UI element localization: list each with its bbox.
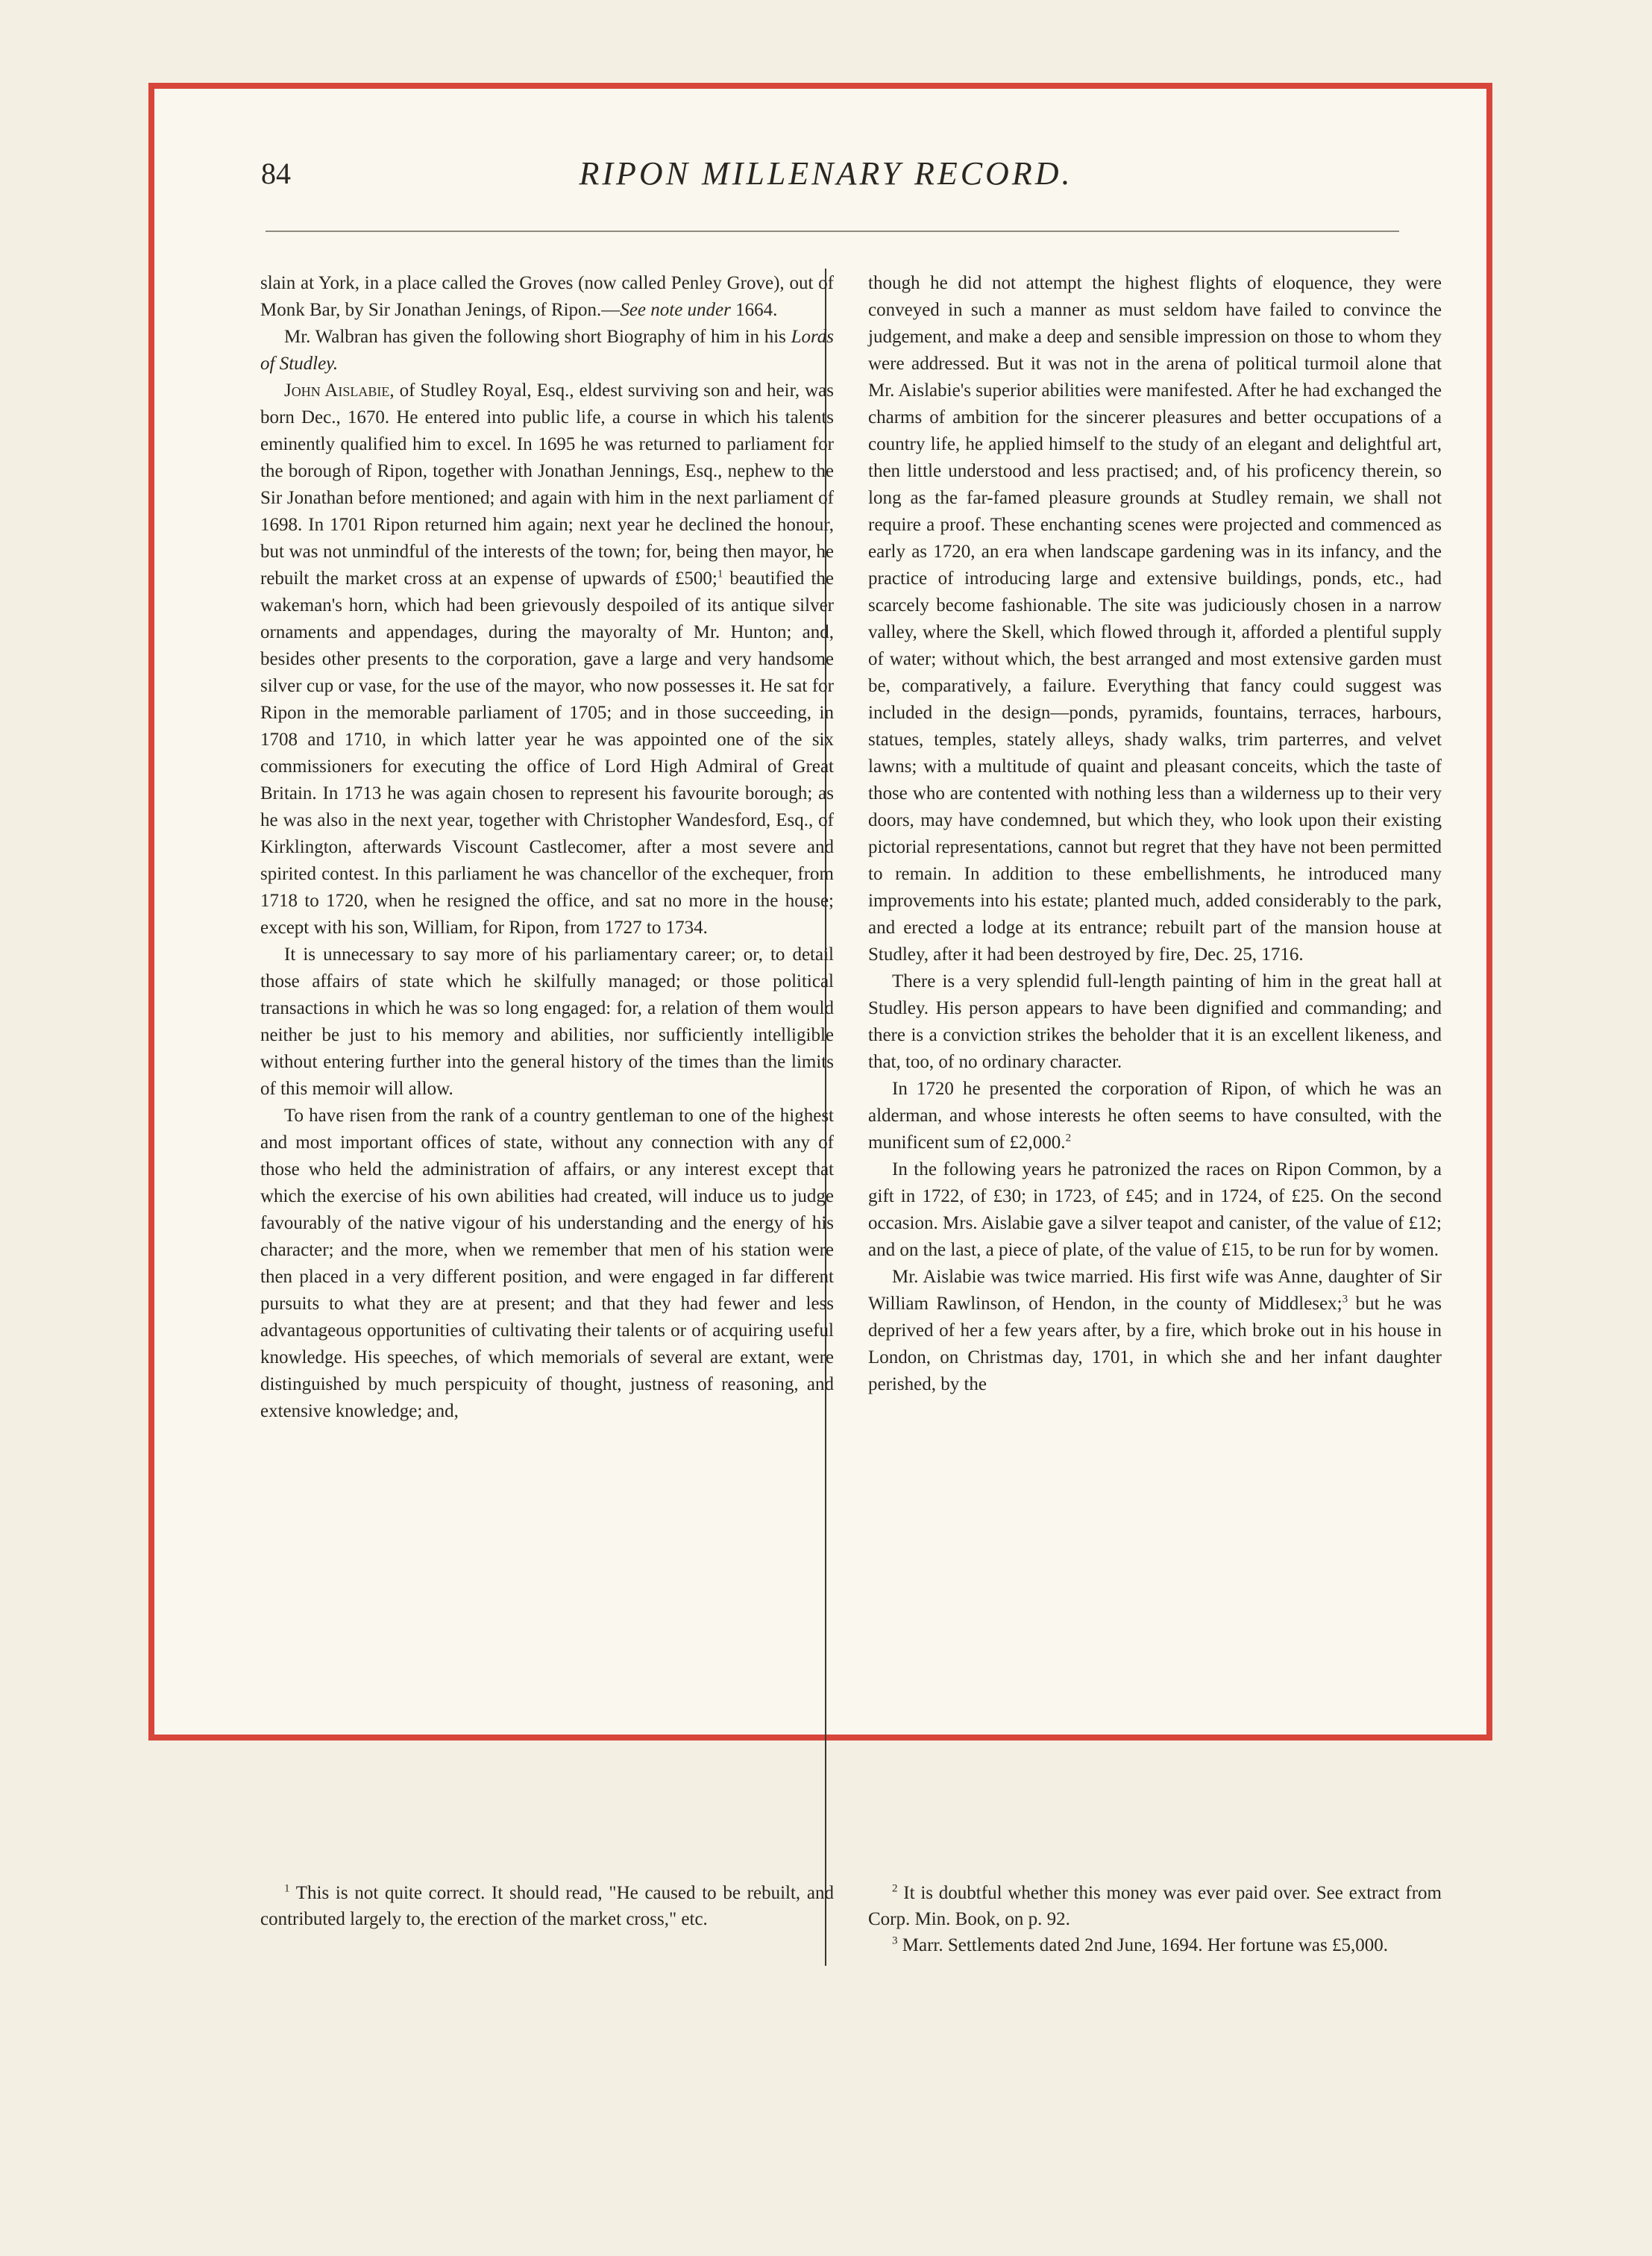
paragraph: There is a very splendid full-length painting of him in the great hall at Studley. His person appears to have been dignified and commanding; and there is a conviction strikes the beholder that it is an excellent likeness, and that, too, of no ordinary character. [868,971,1442,1072]
footnote-mark: 3 [892,1934,898,1947]
footnotes-right [868,1880,1442,1958]
header-rule [266,231,1399,232]
subject-name: John Aislabie [284,380,390,401]
paragraph: though he did not attempt the highest flights of eloquence, they were conveyed in such a manner as must seldom have failed to convince the judgement, and make a deep and sensible impression on those to whom they were addressed. But it was not in the arena of political turmoil alone that Mr. Aislabie's superior abilities were manifested. After he had exchanged the charms of ambition for the sincerer pleasures and better occupations of a country life, he applied himself to the study of an elegant and delightful art, then little understood and less practised; and, of his proficency therein, so long as the far-famed pleasure grounds at Studley remain, we shall not require a proof. These enchanting scenes were projected and commenced as early as 1720, an era when landscape gardening was in its infancy, and the practice of introducing large and extensive buildings, ponds, etc., had scarcely become fashionable. The site was judiciously chosen in a narrow valley, where the Skell, which flowed through it, afforded a plentiful supply of water; without which, the best arranged and most extensive garden must be, comparatively, a failure. Everything that fancy could suggest was included in the design—ponds, pyramids, fountains, terraces, harbours, statues, temples, stately alleys, shady walks, trim parterres, and velvet lawns; with a multitude of quaint and pleasant conceits, which the taste of those who are contented with nothing less than a wilderness up to their very doors, may have condemned, but which they, who look upon their existing pictorial representations, cannot but regret that they have not been permitted to remain. In addition to these embellishments, he introduced many improvements into his estate; planted much, added considerably to the park, and erected a lodge at its entrance; rebuilt part of the mansion house at Studley, after it had been destroyed by fire, Dec. 25, 1716. [868,273,1442,965]
footnote: $^2$ It is doubtful whether this money was ever paid over. See extract from Corp. Min. Book, on p. 92. [868,1882,1442,1929]
paragraph: Mr. Aislabie was twice married. His first wife was Anne, daughter of Sir William Rawlinson, of Hendon, in the county of Middlesex;$^3$ but he was deprived of her a few years after, by a fire, which broke out in his house in London, on Christmas day, 1701, in which she and her infant daughter perished, by the [868,1267,1442,1394]
footnote-mark: 2 [892,1882,898,1895]
footnote: $^1$ This is not quite correct. It should read, "He caused to be rebuilt, and contributed largely to, the erection of the market cross," etc. [260,1882,834,1929]
running-title: RIPON MILLENARY RECORD. [579,155,1073,192]
paragraph: In 1720 he presented the corporation of Ripon, of which he was an alderman, and whose interests he often seems to have consulted, with the munificent sum of £2,000.$^2$ [868,1079,1442,1153]
paragraph: John Aislabie, of Studley Royal, Esq., eldest surviving son and heir, was born Dec., 1670. He entered into public life, a course in which his talents eminently qualified him to excel. In 1695 he was returned to parliament for the borough of Ripon, together with Jonathan Jennings, Esq., nephew to the Sir Jonathan before mentioned; and again with him in the next parliament of 1698. In 1701 Ripon returned him again; next year he declined the honour, but was not unmindful of the interests of the town; for, being then mayor, he rebuilt the market cross at an expense of upwards of £500;$^1$ beautified the wakeman's horn, which had been grievously despoiled of its antique silver ornaments and appendages, during the mayoralty of Mr. Hunton; and, besides other presents to the corporation, gave a large and very handsome silver cup or vase, for the use of the mayor, who now possesses it. He sat for Ripon in the memorable parliament of 1705; and in those succeeding, in 1708 and 1710, in which latter year he was appointed one of the six commissioners for executing the office of Lord High Admiral of Great Britain. In 1713 he was again chosen to represent his favourite borough; as he was also in the next year, together with Christopher Wandesford, Esq., of Kirklington, afterwards Viscount Castlecomer, after a most severe and spirited contest. In this parliament he was chancellor of the exchequer, from 1718 to 1720, when he resigned the office, and sat no more in the house; except with his son, William, for Ripon, from 1727 to 1734. [260,380,834,938]
footnote: $^3$ Marr. Settlements dated 2nd June, 1694. Her fortune was £5,000. [892,1934,1389,1955]
footnote-ref: 1 [717,568,723,580]
paragraph: Mr. Walbran has given the following short Biography of him in his Lords of Studley. [260,327,834,374]
left-column [260,270,834,1425]
page-number: 84 [261,157,291,190]
footnotes-left [260,1880,834,1932]
right-column [868,270,1442,1398]
footnote-mark: 1 [284,1882,290,1895]
book-title: Lords of Studley. [260,327,834,374]
footnote-ref: 3 [1342,1293,1348,1306]
paragraph: slain at York, in a place called the Groves (now called Penley Grove), out of Monk Bar, by Sir Jonathan Jenings, of Ripon.—See note under 1664. [260,273,834,320]
footnote-ref: 2 [1065,1132,1072,1144]
paragraph: It is unnecessary to say more of his parliamentary career; or, to detail those affairs of state which he skilfully managed; or those political transactions in which he was so long engaged: for, a relation of them would neither be just to his memory and abilities, nor sufficiently intelligible without entering further into the general history of the times than the limits of this memoir will allow. [260,944,834,1099]
paragraph: To have risen from the rank of a country gentleman to one of the highest and most important offices of state, without any connection with any of those who held the administration of affairs, or any interest except that which the exercise of his own abilities had created, will induce us to judge favourably of the native vigour of his understanding and the energy of his character; and the more, when we remember that men of his station were then placed in a very different position, and were engaged in far different pursuits to what they are at present; and that they had fewer and less advantageous opportunities of cultivating their talents or of acquiring useful knowledge. His speeches, of which memorials of several are extant, were distinguished by much perspicuity of thought, justness of reasoning, and extensive knowledge; and, [260,1106,834,1421]
paragraph: In the following years he patronized the races on Ripon Common, by a gift in 1722, of £30; in 1723, of £45; and in 1724, of £25. On the second occasion. Mrs. Aislabie gave a silver teapot and canister, of the value of £12; and on the last, a piece of plate, of the value of £15, to be run for by women. [868,1159,1442,1260]
